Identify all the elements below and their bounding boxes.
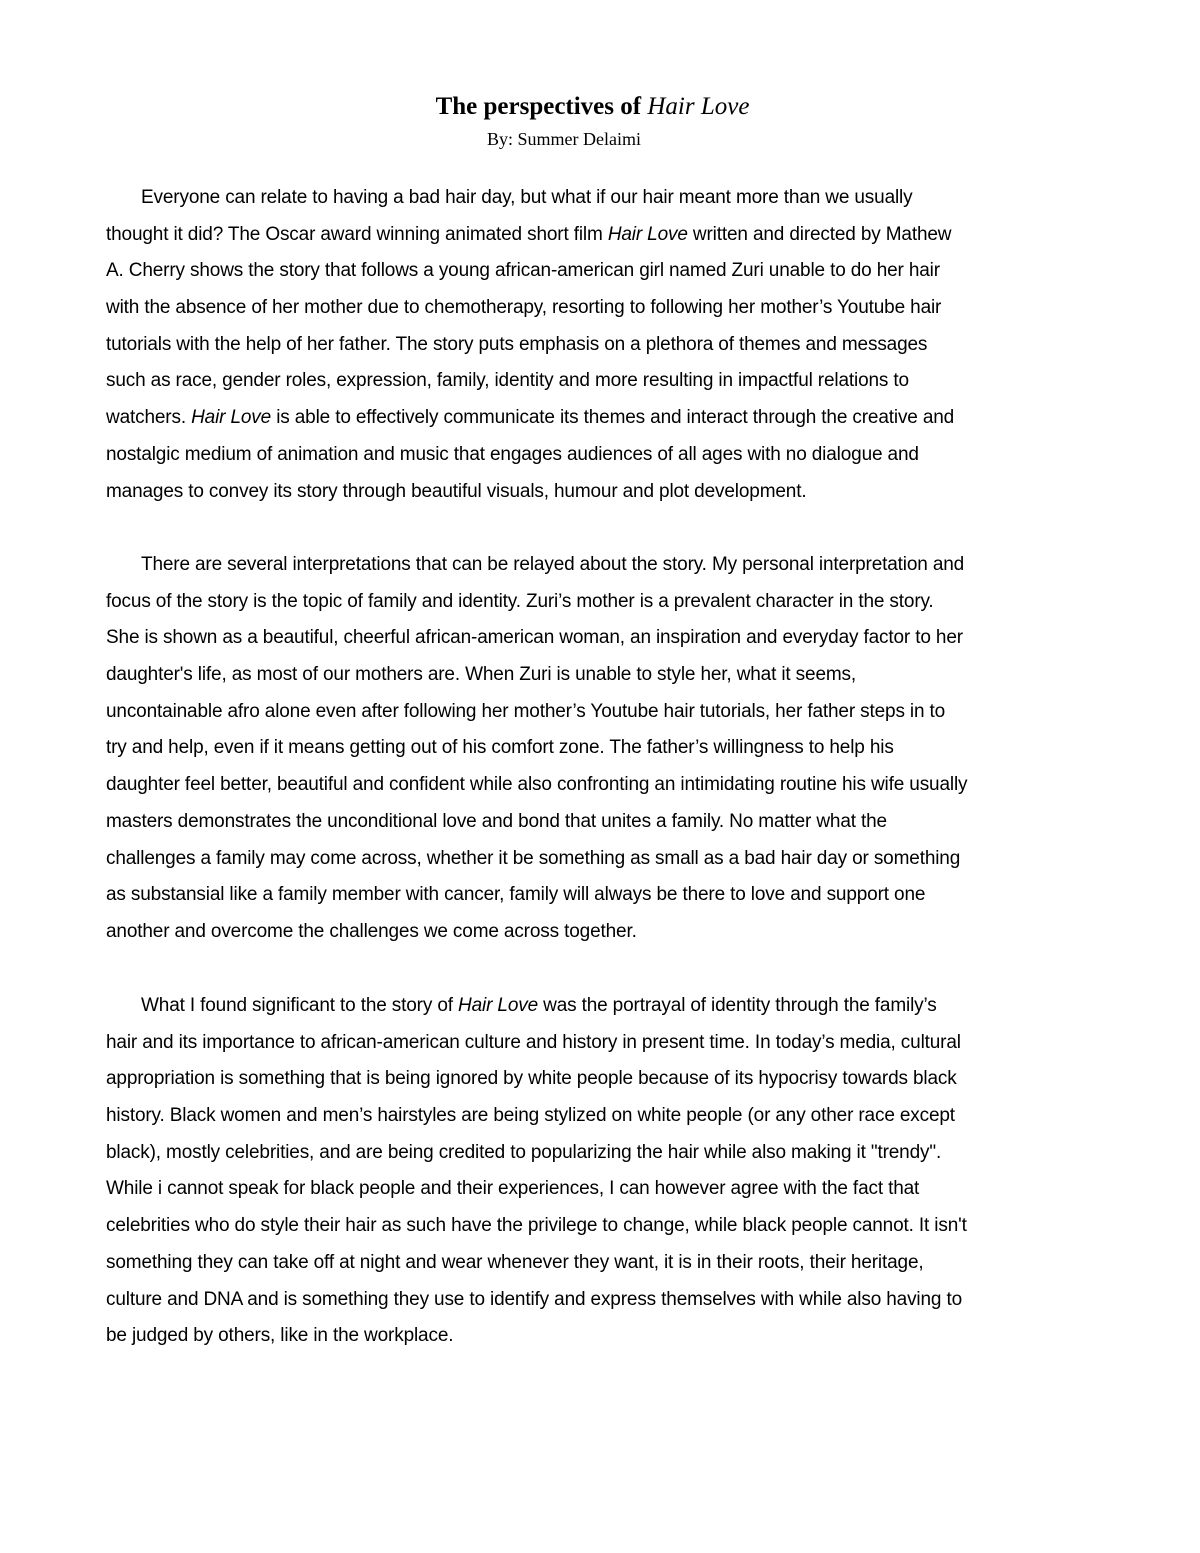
paragraph (106, 547, 1066, 951)
text-line (106, 290, 1066, 327)
text-segment: hair and its importance to african-american culture and history in present time. In today’s media, cultural (106, 1031, 961, 1053)
text-segment: There are several interpretations that can be relayed about the story. My personal interpretation and (141, 554, 965, 575)
text-segment: black), mostly celebrities, and are being credited to popularizing the hair while also making it "trendy". (106, 1141, 942, 1163)
text-segment: daughter feel better, beautiful and confident while also confronting an intimidating routine his wife usually (106, 774, 968, 796)
italic-title: Hair Love (607, 223, 688, 245)
text-segment: uncontainable afro alone even after following her mother’s Youtube hair tutorials, her father steps in to (106, 700, 946, 722)
text-line (106, 877, 1066, 914)
document-title (0, 92, 1185, 122)
text-line (106, 437, 1066, 474)
text-line (106, 1135, 1066, 1172)
text-segment: daughter's life, as most of our mothers are. When Zuri is unable to style her, what it seems, (106, 664, 857, 686)
text-segment: celebrities who do style their hair as such have the privilege to change, while black people cannot. It isn't (106, 1215, 967, 1237)
text-segment: manages to convey its story through beautiful visuals, humour and plot development. (106, 480, 807, 502)
text-line (106, 841, 1066, 878)
text-segment: She is shown as a beautiful, cheerful african-american woman, an inspiration and everyday factor to her (106, 627, 963, 649)
text-line (106, 363, 1066, 400)
text-segment: thought it did? The Oscar award winning animated short film (106, 223, 608, 245)
text-line (106, 914, 1066, 951)
text-line (106, 1245, 1066, 1282)
title-main: The perspectives of (435, 93, 648, 120)
author-byline: By: Summer Delaimi (487, 129, 641, 149)
text-segment: another and overcome the challenges we come across together. (106, 920, 637, 942)
text-line (106, 694, 1066, 731)
text-line (106, 1025, 1066, 1062)
text-segment: tutorials with the help of her father. The story puts emphasis on a plethora of themes and messages (106, 333, 928, 355)
text-segment: focus of the story is the topic of family and identity. Zuri’s mother is a prevalent character in the story. (106, 590, 934, 612)
text-segment: watchers. (106, 407, 192, 429)
text-segment: appropriation is something that is being ignored by white people because of its hypocrisy towards black (106, 1068, 957, 1090)
text-line (106, 584, 1066, 621)
text-line (106, 1171, 1066, 1208)
text-line (106, 1098, 1066, 1135)
text-line (106, 327, 1066, 364)
paragraph (106, 180, 1066, 510)
text-line (106, 767, 1066, 804)
text-line (106, 804, 1066, 841)
text-segment: Everyone can relate to having a bad hair day, but what if our hair meant more than we usually (141, 187, 913, 208)
text-line (106, 988, 1066, 1025)
text-line (106, 180, 1066, 217)
paragraph (106, 988, 1066, 1355)
text-segment: is able to effectively communicate its themes and interact through the creative and (271, 407, 955, 429)
text-segment: be judged by others, like in the workplace. (106, 1325, 454, 1347)
text-segment: with the absence of her mother due to chemotherapy, resorting to following her mother’s Youtube hair (106, 297, 942, 319)
text-segment: as substansial like a family member with cancer, family will always be there to love and support one (106, 884, 926, 906)
text-segment: something they can take off at night and wear whenever they want, it is in their roots, their heritage, (106, 1251, 924, 1273)
text-segment: history. Black women and men’s hairstyles are being stylized on white people (or any other race except (106, 1105, 955, 1127)
text-line (106, 1318, 1066, 1355)
text-segment: culture and DNA and is something they use to identify and express themselves with while also having to (106, 1288, 963, 1310)
text-line (106, 474, 1066, 511)
text-segment: nostalgic medium of animation and music that engages audiences of all ages with no dialogue and (106, 443, 919, 465)
text-line (106, 547, 1066, 584)
text-segment: What I found significant to the story of (141, 995, 459, 1016)
text-segment: such as race, gender roles, expression, family, identity and more resulting in impactful relations to (106, 370, 909, 392)
text-segment: was the portrayal of identity through the family’s (538, 995, 937, 1016)
text-line (106, 1061, 1066, 1098)
text-segment: A. Cherry shows the story that follows a young african-american girl named Zuri unable to do her hair (106, 260, 940, 282)
text-segment: written and directed by Mathew (687, 223, 952, 245)
text-line (106, 1282, 1066, 1319)
italic-title: Hair Love (458, 995, 538, 1016)
text-line (106, 217, 1066, 254)
text-line (106, 620, 1066, 657)
text-segment: While i cannot speak for black people and their experiences, I can however agree with the fact that (106, 1178, 920, 1200)
text-line (106, 400, 1066, 437)
italic-title: Hair Love (191, 407, 272, 429)
text-line (106, 253, 1066, 290)
text-line (106, 730, 1066, 767)
title-italic: Hair Love (647, 93, 750, 120)
text-segment: try and help, even if it means getting out of his comfort zone. The father’s willingness to help his (106, 737, 894, 759)
text-line (106, 657, 1066, 694)
text-line (106, 1208, 1066, 1245)
text-segment: masters demonstrates the unconditional love and bond that unites a family. No matter what the (106, 810, 887, 832)
text-segment: challenges a family may come across, whether it be something as small as a bad hair day or something (106, 847, 961, 869)
